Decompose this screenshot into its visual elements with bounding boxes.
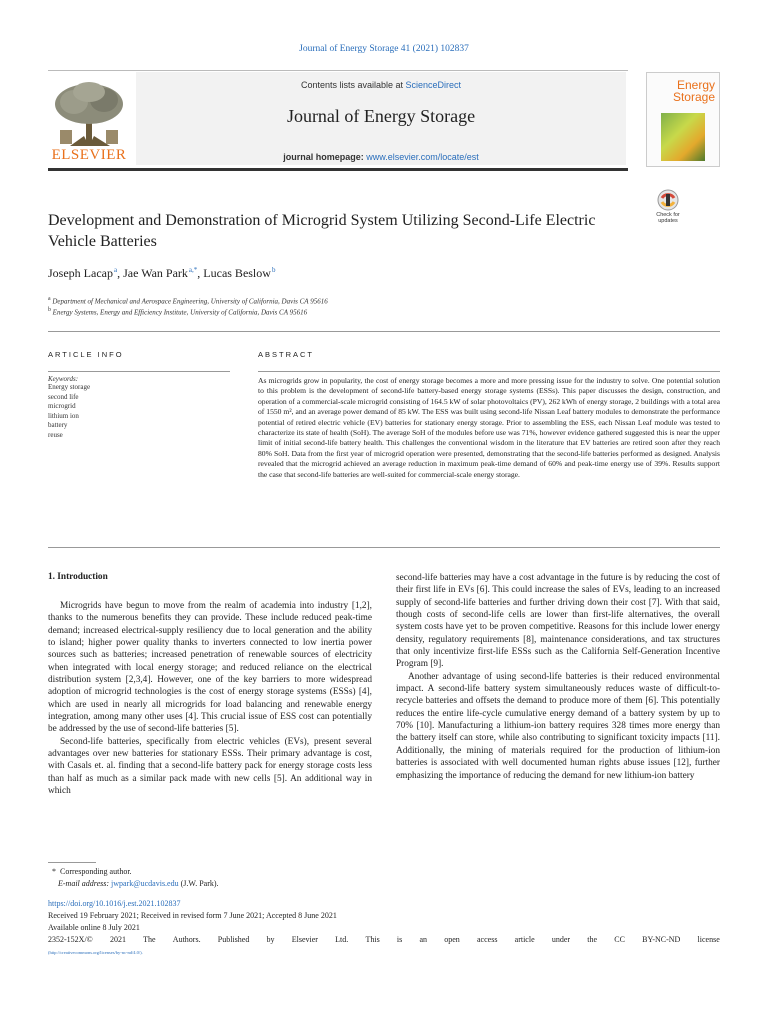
- sciencedirect-link[interactable]: ScienceDirect: [405, 80, 462, 90]
- cover-title-line2: Storage: [672, 90, 715, 104]
- abstract-panel: [258, 371, 720, 542]
- keyword-item: reuse: [48, 430, 63, 439]
- doi-link[interactable]: https://doi.org/10.1016/j.est.2021.102837: [48, 899, 181, 908]
- keyword-item: battery: [48, 421, 68, 430]
- license-word: license: [697, 935, 720, 944]
- license-word: BY-NC-ND: [642, 935, 681, 944]
- affiliation-a-mark: a: [48, 296, 51, 302]
- license-word: 2352-152X/©: [48, 935, 93, 944]
- elsevier-logo[interactable]: [50, 80, 128, 166]
- check-updates-label: Check for updates: [656, 212, 680, 224]
- cover-image: [661, 113, 705, 161]
- contents-prefix: Contents lists available at: [300, 80, 406, 90]
- elsevier-wordmark: ELSEVIER: [51, 147, 127, 163]
- email-suffix: (J.W. Park).: [180, 879, 219, 888]
- email-note: [48, 878, 720, 890]
- author-1[interactable]: Joseph Lacap: [48, 266, 113, 280]
- license-word: This: [365, 935, 380, 944]
- license-word: under: [551, 935, 571, 944]
- license-word: by: [266, 935, 275, 944]
- body-paragraph: Another advantage of using second-life batteries is their reduced environmental impact. A second-life battery system simultaneously reduces waste of difficult-to-recycle batteries and offsets the demand to produce more of them [6]. This potentially reduces the entire life-cycle cumulative energy demand of a battery system by up to 70% [10]. Manufacturing a lithium-ion battery requires 328 times more energy than the battery itself can store, while also contributing to significant toxicity impacts [11]. Additionally, the mining of materials required for the production of lithium-ion batteries is associated with well documented human rights abuse issues [12], further emphasizing the importance of reducing the demand for new lithium-ion battery: [396, 671, 720, 781]
- license-word: Published: [217, 935, 250, 944]
- license-word: Authors.: [172, 935, 201, 944]
- body-paragraph: second-life batteries may have a cost advantage in the future is by reducing the cost of their first life in EVs [6]. This could increase the sales of EVs, leading to an increased supply of second-life batteries and further driving down their cost [7]. With that said, though costs of second-life cells are lower than first-life alternatives, the overall system costs have yet to be proven competitive. Reasons for this include lower energy density, regulatory requirements [8], maintenance considerations, and tax structures that only incentivize first-life ESSs such as the California Self-Generation Incentive Program [9].: [396, 573, 720, 670]
- keyword-item: lithium ion: [48, 411, 79, 420]
- body-column-left: [48, 600, 372, 798]
- cover-title: [673, 79, 715, 103]
- contents-line: [136, 80, 626, 90]
- journal-homepage: [136, 152, 626, 162]
- keywords-label: Keywords:: [48, 375, 79, 383]
- author-3[interactable]: Lucas Beslow: [203, 266, 271, 280]
- affiliation-a: [48, 296, 708, 305]
- footnotes: [48, 866, 720, 890]
- corresponding-mark: *: [52, 867, 56, 876]
- affiliation-b-text: Energy Systems, Energy and Efficiency Institute, University of California, Davis CA 95616: [52, 308, 308, 317]
- homepage-link[interactable]: www.elsevier.com/locate/est: [366, 152, 479, 162]
- license-link[interactable]: (http://creativecommons.org/licenses/by-nc-nd/4.0/).: [48, 950, 143, 955]
- body-paragraph: Second-life batteries, specifically from electric vehicles (EVs), present several advantages over new batteries for stationary ESSs. Their primary advantage is cost, with Casals et. al. finding that a second-life battery pack for energy storage costs less than half as much as a similar pack made with new cells [5]. An additional way in which: [48, 736, 372, 797]
- publication-info: [48, 898, 720, 959]
- header-divider: [48, 331, 720, 332]
- article-info-heading: ARTICLE INFO: [48, 350, 124, 359]
- body-column-right: [396, 572, 720, 782]
- author-2[interactable]: Jae Wan Park: [123, 266, 188, 280]
- footnote-rule: [48, 862, 96, 863]
- abstract-text: As microgrids grow in popularity, the cost of energy storage becomes a more and more pressing issue for the industry to solve. One potential solution to this problem is the development of second-life battery-based energy storage systems (ESSs). This paper discusses the design, construction, and operation of a commercial-scale microgrid consisting of 164.5 kW of solar photovoltaics (PV), 262 kWh of energy storage, 2 buildings with a total area of 1550 m², and an average power demand of 85 kW. The ESS was built using second-life Nissan Leaf battery modules to demonstrate the performance potential of retired electric vehicle (EV) batteries for stationary energy storage. Prior to assembling the ESS, each Nissan Leaf module was tested to characterize its state of health (SoH). The average SoH of the modules before use was 71%, however evidence gathered suggested this is near the upper limit of initial second-life battery health. This challenges the conventional wisdom in the literature that EV batteries are retired soon after they reach 80% SoH. Data from the first year of microgrid operation were presented, demonstrating that the second-life batteries performed as designed. Analysis revealed that the microgrid achieved an average reduction in maximum peak-time demand of 60% and peak-time energy use of 39%. Results support the case that second-life batteries are well-suited for commercial-scale energy storage.: [258, 376, 720, 479]
- author-2-affil[interactable]: a,*: [188, 266, 198, 274]
- received-dates: Received 19 February 2021; Received in revised form 7 June 2021; Accepted 8 June 2021: [48, 911, 337, 920]
- license-word: CC: [614, 935, 625, 944]
- license-word: is: [396, 935, 403, 944]
- license-word: an: [419, 935, 428, 944]
- author-3-affil[interactable]: b: [271, 266, 276, 274]
- keyword-item: microgrid: [48, 402, 76, 411]
- section-heading-introduction: 1. Introduction: [48, 572, 108, 582]
- license-word: Elsevier: [291, 935, 318, 944]
- keyword-item: second life: [48, 392, 79, 401]
- license-line: [48, 934, 720, 946]
- author-1-affil[interactable]: a: [114, 266, 118, 274]
- journal-cover[interactable]: [646, 72, 720, 167]
- affiliation-a-text: Department of Mechanical and Aerospace Engineering, University of California, Davis CA 95616: [52, 297, 328, 306]
- homepage-label: journal homepage:: [283, 152, 364, 162]
- license-word: the: [587, 935, 598, 944]
- keyword-item: Energy storage: [48, 383, 91, 391]
- body-paragraph: Microgrids have begun to move from the realm of academia into industry [1,2], thanks to the numerous benefits they can provide. These include reduced peak-time demand; increased electrical-supply resiliency due to local generation and the ability to island; higher power quality thanks to inverters connected to low inertia power sources such as batteries; increased penetration of renewable sources of electricity when integrated with local energy storage; and reduced reliance on the electrical distribution system [2,3,4]. However, one of the key barriers to more widespread adoption of microgrid technologies is the cost of energy storage systems (ESSs) [4], which are used in nearly all microgrids for load balancing and renewable energy integration, among many other uses [4]. This crucial issue of ESS cost can potentially be addressed by the use of second-life batteries [5].: [48, 601, 372, 735]
- check-updates-icon: [650, 188, 686, 212]
- license-word: 2021: [109, 935, 126, 944]
- elsevier-tree-icon: [50, 80, 128, 150]
- license-word: The: [143, 935, 156, 944]
- affiliation-b: [48, 307, 708, 316]
- email-link[interactable]: jwpark@ucdavis.edu: [111, 879, 179, 888]
- available-online: Available online 8 July 2021: [48, 923, 140, 932]
- affiliation-b-mark: b: [48, 307, 51, 313]
- license-word: open: [444, 935, 460, 944]
- license-word: article: [514, 935, 535, 944]
- corresponding-text: Corresponding author.: [60, 867, 132, 876]
- email-label: E-mail address:: [58, 879, 110, 888]
- abstract-divider: [48, 547, 720, 548]
- license-word: Ltd.: [335, 935, 349, 944]
- paper-title: Development and Demonstration of Microgrid System Utilizing Second-Life Electric Vehicle Batteries: [48, 212, 596, 250]
- license-word: access: [477, 935, 498, 944]
- check-for-updates-badge[interactable]: [650, 188, 686, 228]
- corresponding-author-note: [48, 866, 720, 878]
- keywords-panel: [48, 371, 230, 542]
- running-head[interactable]: Journal of Energy Storage 41 (2021) 102837: [299, 44, 469, 54]
- author-list: Joseph Lacap $^a$, Jae Wan Park $^{a,*}$, Lucas Beslow $^b$: [48, 266, 276, 280]
- cover-title-line1: Energy: [676, 78, 715, 92]
- abstract-heading: ABSTRACT: [258, 350, 315, 359]
- journal-title: Journal of Energy Storage: [286, 106, 476, 126]
